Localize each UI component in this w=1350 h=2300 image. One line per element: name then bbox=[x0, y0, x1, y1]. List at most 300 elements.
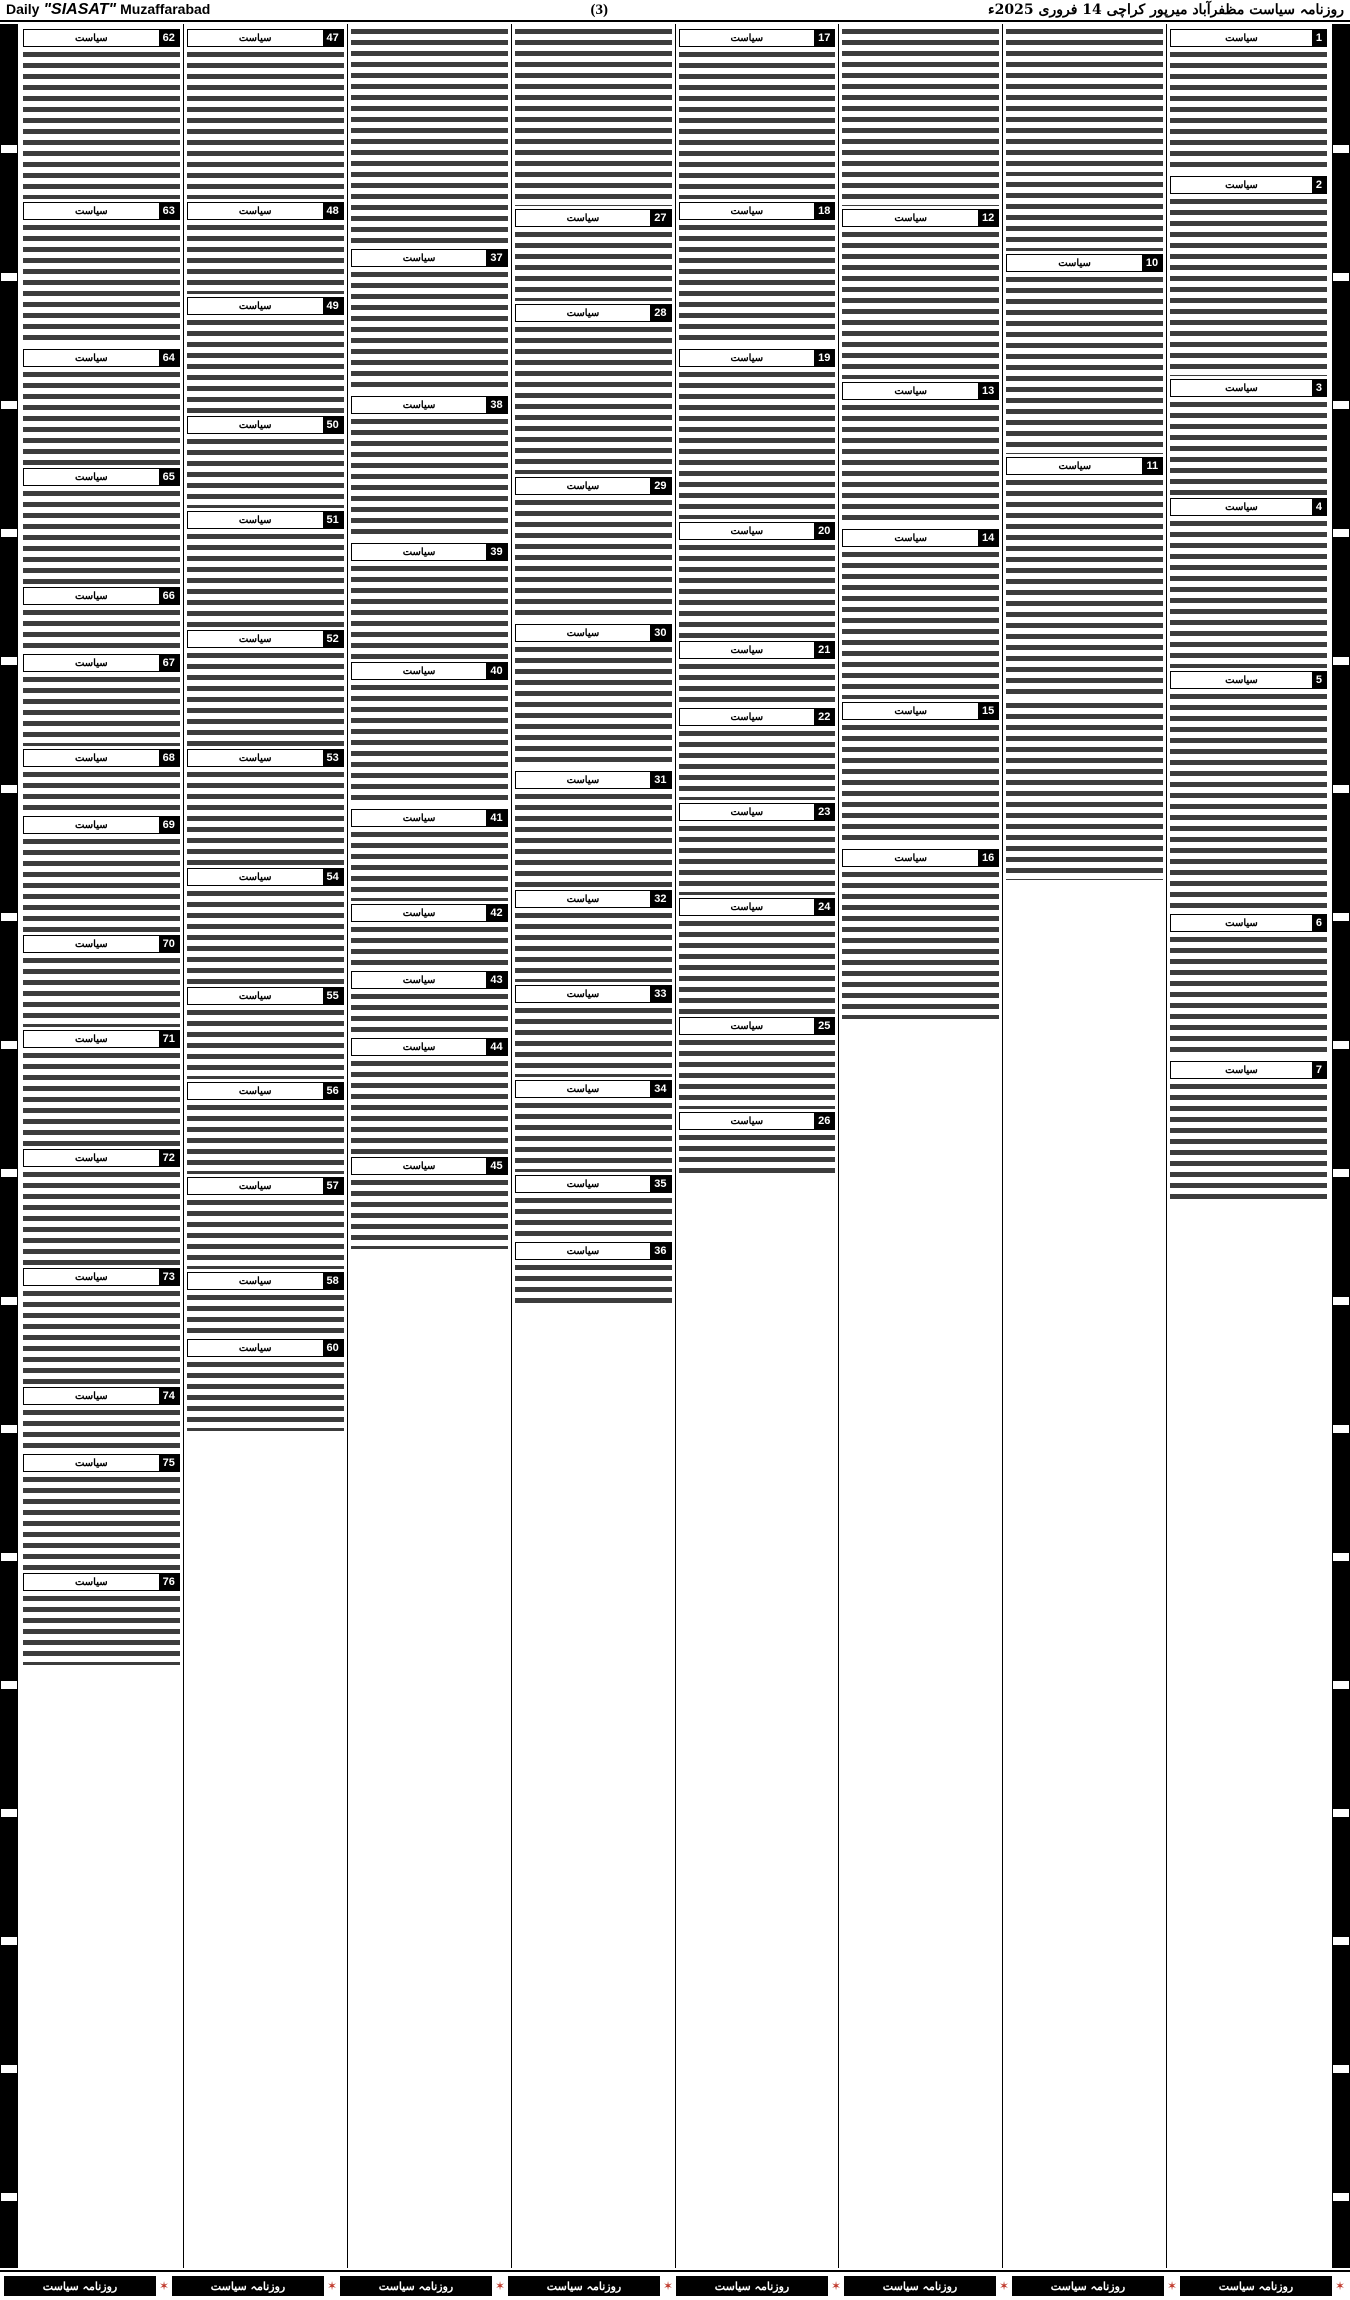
notice-block bbox=[842, 382, 999, 526]
notice-text-body bbox=[515, 1262, 672, 1306]
notice-number: 41 bbox=[486, 810, 506, 826]
notice-block bbox=[679, 641, 836, 705]
notice-text-body bbox=[23, 955, 180, 1027]
notice-block bbox=[679, 522, 836, 638]
column-4 bbox=[675, 24, 839, 2268]
notice-number: 24 bbox=[814, 899, 834, 915]
notice-signature: سیاست bbox=[238, 1180, 272, 1192]
notice-text-body bbox=[679, 728, 836, 800]
notice-number: 60 bbox=[323, 1340, 343, 1356]
star-ornament-icon: ✶ bbox=[1334, 2279, 1346, 2293]
notice-number: 40 bbox=[486, 663, 506, 679]
notice-badge bbox=[842, 382, 999, 400]
notice-block bbox=[1170, 379, 1327, 495]
notice-signature: سیاست bbox=[402, 546, 436, 558]
notice-text-body bbox=[23, 1474, 180, 1570]
notice-badge bbox=[1170, 1061, 1327, 1079]
notice-block bbox=[679, 1017, 836, 1109]
notice-text-body bbox=[515, 1195, 672, 1239]
notice-signature: سیاست bbox=[238, 419, 272, 431]
notice-block bbox=[1006, 179, 1163, 251]
notice-signature: سیاست bbox=[402, 665, 436, 677]
notice-signature: سیاست bbox=[74, 1152, 108, 1164]
notice-badge bbox=[842, 849, 999, 867]
notice-badge bbox=[515, 890, 672, 908]
notice-text-body bbox=[351, 269, 508, 393]
notice-signature: سیاست bbox=[730, 1115, 764, 1127]
notice-number: 71 bbox=[159, 1031, 179, 1047]
notice-text-body bbox=[1170, 49, 1327, 173]
notice-badge bbox=[351, 662, 508, 680]
notice-block bbox=[187, 749, 344, 865]
notice-block bbox=[1006, 457, 1163, 697]
notice-text-body bbox=[23, 488, 180, 584]
notice-signature: سیاست bbox=[238, 1275, 272, 1287]
notice-block bbox=[842, 702, 999, 846]
notice-text-body bbox=[515, 910, 672, 982]
notice-text-body bbox=[679, 661, 836, 705]
notice-number: 1 bbox=[1312, 30, 1326, 46]
notice-text-body bbox=[515, 497, 672, 621]
notice-badge bbox=[679, 522, 836, 540]
notice-block bbox=[679, 349, 836, 519]
notice-signature: سیاست bbox=[74, 1271, 108, 1283]
notice-block bbox=[515, 1242, 672, 1306]
notice-block bbox=[515, 26, 672, 206]
notice-block bbox=[187, 1339, 344, 1431]
notice-block bbox=[187, 1177, 344, 1269]
notice-signature: سیاست bbox=[566, 480, 600, 492]
notice-text-body bbox=[187, 49, 344, 199]
column-8 bbox=[20, 24, 183, 2268]
notice-text-body bbox=[679, 1132, 836, 1176]
notice-signature: سیاست bbox=[1225, 179, 1258, 191]
notice-signature: سیاست bbox=[730, 205, 764, 217]
notice-badge bbox=[187, 511, 344, 529]
notice-badge bbox=[1170, 914, 1327, 932]
notice-badge bbox=[351, 1157, 508, 1175]
notice-badge bbox=[515, 1242, 672, 1260]
notice-badge bbox=[23, 1387, 180, 1405]
footer-segment: روزنامہ سیاست bbox=[172, 2276, 324, 2296]
notice-block bbox=[515, 985, 672, 1077]
notice-signature: سیاست bbox=[1225, 1064, 1258, 1076]
notice-signature: سیاست bbox=[402, 907, 436, 919]
notice-text-body bbox=[351, 563, 508, 659]
notice-block bbox=[515, 304, 672, 474]
notice-badge bbox=[187, 29, 344, 47]
notice-signature: سیاست bbox=[238, 514, 272, 526]
notice-block bbox=[23, 654, 180, 746]
notice-block bbox=[679, 29, 836, 199]
notice-block bbox=[351, 26, 508, 246]
notice-text-body bbox=[23, 1288, 180, 1384]
notice-block bbox=[187, 987, 344, 1079]
notice-badge bbox=[23, 1573, 180, 1591]
notice-text-body bbox=[515, 229, 672, 301]
notice-text-body bbox=[23, 1169, 180, 1265]
notice-signature: سیاست bbox=[402, 252, 436, 264]
notice-text-body bbox=[1006, 477, 1163, 697]
notice-signature: سیاست bbox=[1225, 674, 1258, 686]
notice-block bbox=[515, 1175, 672, 1239]
notice-text-body bbox=[23, 836, 180, 932]
notice-number: 3 bbox=[1312, 380, 1326, 396]
notice-number: 38 bbox=[486, 397, 506, 413]
notice-text-body bbox=[679, 918, 836, 1014]
notice-number: 50 bbox=[323, 417, 343, 433]
notice-text-body bbox=[1170, 1081, 1327, 1205]
brand-name: "SIASAT" bbox=[43, 1, 117, 18]
notice-signature: سیاست bbox=[894, 212, 928, 224]
notice-number: 30 bbox=[650, 625, 670, 641]
notice-badge bbox=[23, 1030, 180, 1048]
notice-block bbox=[679, 202, 836, 346]
notice-badge bbox=[679, 202, 836, 220]
notice-number: 21 bbox=[814, 642, 834, 658]
notice-badge bbox=[679, 641, 836, 659]
notice-number: 18 bbox=[814, 203, 834, 219]
notice-signature: سیاست bbox=[74, 938, 108, 950]
notice-number: 56 bbox=[323, 1083, 343, 1099]
notice-badge bbox=[23, 816, 180, 834]
notice-signature: سیاست bbox=[74, 590, 108, 602]
notice-badge bbox=[1006, 254, 1163, 272]
notice-number: 35 bbox=[650, 1176, 670, 1192]
notice-text-body bbox=[351, 991, 508, 1035]
notice-number: 54 bbox=[323, 869, 343, 885]
notice-text-body bbox=[187, 1102, 344, 1174]
notice-block bbox=[187, 29, 344, 199]
notice-block bbox=[187, 297, 344, 413]
notice-signature: سیاست bbox=[238, 871, 272, 883]
notice-block bbox=[187, 416, 344, 508]
notice-text-body bbox=[187, 650, 344, 746]
notice-number: 10 bbox=[1142, 255, 1162, 271]
notice-signature: سیاست bbox=[730, 32, 764, 44]
notice-signature: سیاست bbox=[238, 633, 272, 645]
notice-badge bbox=[679, 898, 836, 916]
notice-text-body bbox=[187, 531, 344, 627]
notice-number: 42 bbox=[486, 905, 506, 921]
notice-number: 26 bbox=[814, 1113, 834, 1129]
notice-block bbox=[23, 587, 180, 651]
notice-signature: سیاست bbox=[74, 32, 108, 44]
notice-block bbox=[187, 630, 344, 746]
masthead-bar bbox=[0, 0, 1350, 22]
notice-badge bbox=[187, 202, 344, 220]
notice-signature: سیاست bbox=[402, 974, 436, 986]
notice-signature: سیاست bbox=[238, 1342, 272, 1354]
notice-block bbox=[23, 1387, 180, 1451]
notice-number: 13 bbox=[978, 383, 998, 399]
notice-block bbox=[679, 898, 836, 1014]
notice-text-body bbox=[1170, 934, 1327, 1058]
notice-number: 44 bbox=[486, 1039, 506, 1055]
notice-number: 17 bbox=[814, 30, 834, 46]
notice-text-body bbox=[1170, 399, 1327, 495]
notice-signature: سیاست bbox=[730, 352, 764, 364]
notice-badge bbox=[187, 1339, 344, 1357]
notice-block bbox=[23, 1454, 180, 1570]
notice-signature: سیاست bbox=[238, 990, 272, 1002]
notice-number: 22 bbox=[814, 709, 834, 725]
urdu-masthead: روزنامہ سیاست مظفرآباد میرپور کراچی 14 فروری 2025ء bbox=[988, 2, 1344, 18]
notice-block bbox=[842, 849, 999, 1019]
notice-text-body bbox=[23, 369, 180, 465]
notice-number: 75 bbox=[159, 1455, 179, 1471]
notice-block bbox=[351, 543, 508, 659]
notice-text-body bbox=[679, 369, 836, 519]
notice-block bbox=[187, 511, 344, 627]
notice-text-body bbox=[23, 607, 180, 651]
notice-signature: سیاست bbox=[74, 352, 108, 364]
notice-badge bbox=[1170, 29, 1327, 47]
notice-badge bbox=[679, 708, 836, 726]
notice-number: 76 bbox=[159, 1574, 179, 1590]
notice-text-body bbox=[187, 1007, 344, 1079]
notice-signature: سیاست bbox=[730, 901, 764, 913]
notice-badge bbox=[515, 624, 672, 642]
notice-block bbox=[23, 1573, 180, 1665]
city-name: Muzaffarabad bbox=[120, 1, 211, 17]
notice-badge bbox=[1170, 379, 1327, 397]
footer-segment: روزنامہ سیاست bbox=[340, 2276, 492, 2296]
notice-badge bbox=[187, 1177, 344, 1195]
notice-number: 6 bbox=[1312, 915, 1326, 931]
notice-block bbox=[351, 662, 508, 806]
notice-badge bbox=[187, 297, 344, 315]
notice-text-body bbox=[187, 222, 344, 294]
notice-number: 12 bbox=[978, 210, 998, 226]
notice-text-body bbox=[1006, 179, 1163, 251]
notice-signature: سیاست bbox=[74, 1576, 108, 1588]
notice-badge bbox=[351, 249, 508, 267]
notice-signature: سیاست bbox=[730, 644, 764, 656]
notice-signature: سیاست bbox=[566, 1245, 600, 1257]
star-ornament-icon: ✶ bbox=[998, 2279, 1010, 2293]
notice-number: 19 bbox=[814, 350, 834, 366]
notice-signature: سیاست bbox=[566, 307, 600, 319]
notice-badge bbox=[515, 477, 672, 495]
notice-block bbox=[842, 529, 999, 699]
notice-badge bbox=[679, 29, 836, 47]
notice-number: 63 bbox=[159, 203, 179, 219]
notice-number: 48 bbox=[323, 203, 343, 219]
notice-number: 20 bbox=[814, 523, 834, 539]
notice-badge bbox=[23, 749, 180, 767]
star-ornament-icon: ✶ bbox=[1166, 2279, 1178, 2293]
notice-block bbox=[351, 1157, 508, 1249]
footer-segment: روزنامہ سیاست bbox=[844, 2276, 996, 2296]
notice-number: 62 bbox=[159, 30, 179, 46]
footer-segment: روزنامہ سیاست bbox=[1180, 2276, 1332, 2296]
notice-block bbox=[1006, 700, 1163, 880]
notice-number: 15 bbox=[978, 703, 998, 719]
notice-number: 16 bbox=[978, 850, 998, 866]
notice-badge bbox=[1006, 457, 1163, 475]
notice-text-body bbox=[187, 1359, 344, 1431]
notice-badge bbox=[1170, 498, 1327, 516]
notice-badge bbox=[187, 987, 344, 1005]
notice-block bbox=[515, 624, 672, 768]
notice-text-body bbox=[23, 49, 180, 199]
notice-text-body bbox=[23, 1593, 180, 1665]
notice-number: 47 bbox=[323, 30, 343, 46]
notice-signature: سیاست bbox=[1225, 382, 1258, 394]
page-number: (3) bbox=[590, 1, 608, 18]
notice-text-body bbox=[679, 49, 836, 199]
column-6 bbox=[347, 24, 511, 2268]
notice-number: 37 bbox=[486, 250, 506, 266]
notice-text-body bbox=[1006, 274, 1163, 454]
notice-number: 67 bbox=[159, 655, 179, 671]
notice-text-body bbox=[842, 229, 999, 379]
notice-signature: سیاست bbox=[894, 385, 928, 397]
notice-text-body bbox=[351, 829, 508, 901]
notice-signature: سیاست bbox=[402, 1041, 436, 1053]
notice-badge bbox=[842, 702, 999, 720]
notice-text-body bbox=[842, 549, 999, 699]
notice-text-body bbox=[1006, 700, 1163, 880]
notice-text-body bbox=[842, 26, 999, 206]
notice-text-body bbox=[187, 888, 344, 984]
notice-signature: سیاست bbox=[238, 205, 272, 217]
column-5 bbox=[511, 24, 675, 2268]
notice-block bbox=[842, 209, 999, 379]
notice-number: 66 bbox=[159, 588, 179, 604]
notice-block bbox=[23, 1030, 180, 1146]
notice-block bbox=[515, 890, 672, 982]
notice-badge bbox=[679, 1112, 836, 1130]
notice-badge bbox=[679, 803, 836, 821]
notice-block bbox=[23, 1268, 180, 1384]
notice-signature: سیاست bbox=[74, 1033, 108, 1045]
notice-number: 43 bbox=[486, 972, 506, 988]
notice-number: 58 bbox=[323, 1273, 343, 1289]
notice-badge bbox=[23, 29, 180, 47]
notice-text-body bbox=[351, 682, 508, 806]
notice-signature: سیاست bbox=[238, 752, 272, 764]
notice-text-body bbox=[679, 542, 836, 638]
star-ornament-icon: ✶ bbox=[326, 2279, 338, 2293]
column-1 bbox=[1166, 24, 1330, 2268]
notice-number: 31 bbox=[650, 772, 670, 788]
notice-text-body bbox=[351, 416, 508, 540]
daily-label: Daily bbox=[6, 1, 40, 17]
notice-text-body bbox=[351, 1058, 508, 1154]
notice-number: 72 bbox=[159, 1150, 179, 1166]
star-ornament-icon: ✶ bbox=[662, 2279, 674, 2293]
notice-block bbox=[1170, 1061, 1327, 1205]
column-7 bbox=[183, 24, 347, 2268]
notice-badge bbox=[187, 416, 344, 434]
notice-signature: سیاست bbox=[566, 627, 600, 639]
notice-block bbox=[1170, 29, 1327, 173]
notice-number: 52 bbox=[323, 631, 343, 647]
notice-signature: سیاست bbox=[74, 752, 108, 764]
notice-number: 2 bbox=[1312, 177, 1326, 193]
notice-signature: سیاست bbox=[1058, 460, 1092, 472]
notice-text-body bbox=[187, 1292, 344, 1336]
notice-block bbox=[23, 468, 180, 584]
notice-signature: سیاست bbox=[238, 300, 272, 312]
notice-signature: سیاست bbox=[402, 399, 436, 411]
notice-number: 70 bbox=[159, 936, 179, 952]
star-ornament-icon: ✶ bbox=[494, 2279, 506, 2293]
notice-block bbox=[679, 803, 836, 895]
notice-signature: سیاست bbox=[238, 1085, 272, 1097]
notice-text-body bbox=[1170, 518, 1327, 668]
footer-segment: روزنامہ سیاست bbox=[676, 2276, 828, 2296]
notice-signature: سیاست bbox=[1225, 32, 1258, 44]
notice-signature: سیاست bbox=[730, 1020, 764, 1032]
notice-badge bbox=[351, 971, 508, 989]
notice-signature: سیاست bbox=[74, 471, 108, 483]
right-ornament-strip bbox=[1332, 24, 1350, 2268]
notice-signature: سیاست bbox=[74, 1390, 108, 1402]
notice-badge bbox=[23, 202, 180, 220]
notice-badge bbox=[351, 904, 508, 922]
notice-text-body bbox=[351, 26, 508, 246]
notice-block bbox=[1006, 254, 1163, 454]
notice-number: 39 bbox=[486, 544, 506, 560]
notice-signature: سیاست bbox=[402, 1160, 436, 1172]
notice-signature: سیاست bbox=[566, 212, 600, 224]
notice-number: 55 bbox=[323, 988, 343, 1004]
notice-badge bbox=[23, 349, 180, 367]
notice-signature: سیاست bbox=[1058, 257, 1091, 269]
notice-number: 51 bbox=[323, 512, 343, 528]
notice-text-body bbox=[842, 722, 999, 846]
notice-text-body bbox=[842, 402, 999, 526]
masthead-left bbox=[6, 1, 210, 19]
notice-block bbox=[23, 935, 180, 1027]
notice-block bbox=[23, 816, 180, 932]
newspaper-columns bbox=[20, 24, 1330, 2268]
notice-text-body bbox=[842, 869, 999, 1019]
notice-badge bbox=[23, 654, 180, 672]
star-ornament-icon: ✶ bbox=[830, 2279, 842, 2293]
notice-block bbox=[351, 396, 508, 540]
notice-number: 69 bbox=[159, 817, 179, 833]
notice-badge bbox=[23, 468, 180, 486]
notice-badge bbox=[515, 771, 672, 789]
notice-signature: سیاست bbox=[566, 1178, 600, 1190]
notice-badge bbox=[679, 1017, 836, 1035]
notice-signature: سیاست bbox=[730, 711, 764, 723]
notice-badge bbox=[187, 868, 344, 886]
notice-signature: سیاست bbox=[894, 532, 928, 544]
notice-badge bbox=[842, 209, 999, 227]
notice-number: 28 bbox=[650, 305, 670, 321]
notice-number: 25 bbox=[814, 1018, 834, 1034]
notice-signature: سیاست bbox=[566, 893, 600, 905]
notice-block bbox=[187, 202, 344, 294]
notice-block bbox=[23, 202, 180, 346]
notice-number: 36 bbox=[650, 1243, 670, 1259]
notice-text-body bbox=[515, 26, 672, 206]
notice-block bbox=[679, 1112, 836, 1176]
notice-badge bbox=[187, 1082, 344, 1100]
notice-text-body bbox=[1170, 691, 1327, 911]
column-3 bbox=[838, 24, 1002, 2268]
notice-number: 4 bbox=[1312, 499, 1326, 515]
notice-block bbox=[23, 349, 180, 465]
notice-badge bbox=[187, 749, 344, 767]
notice-badge bbox=[23, 1268, 180, 1286]
notice-text-body bbox=[187, 1197, 344, 1269]
